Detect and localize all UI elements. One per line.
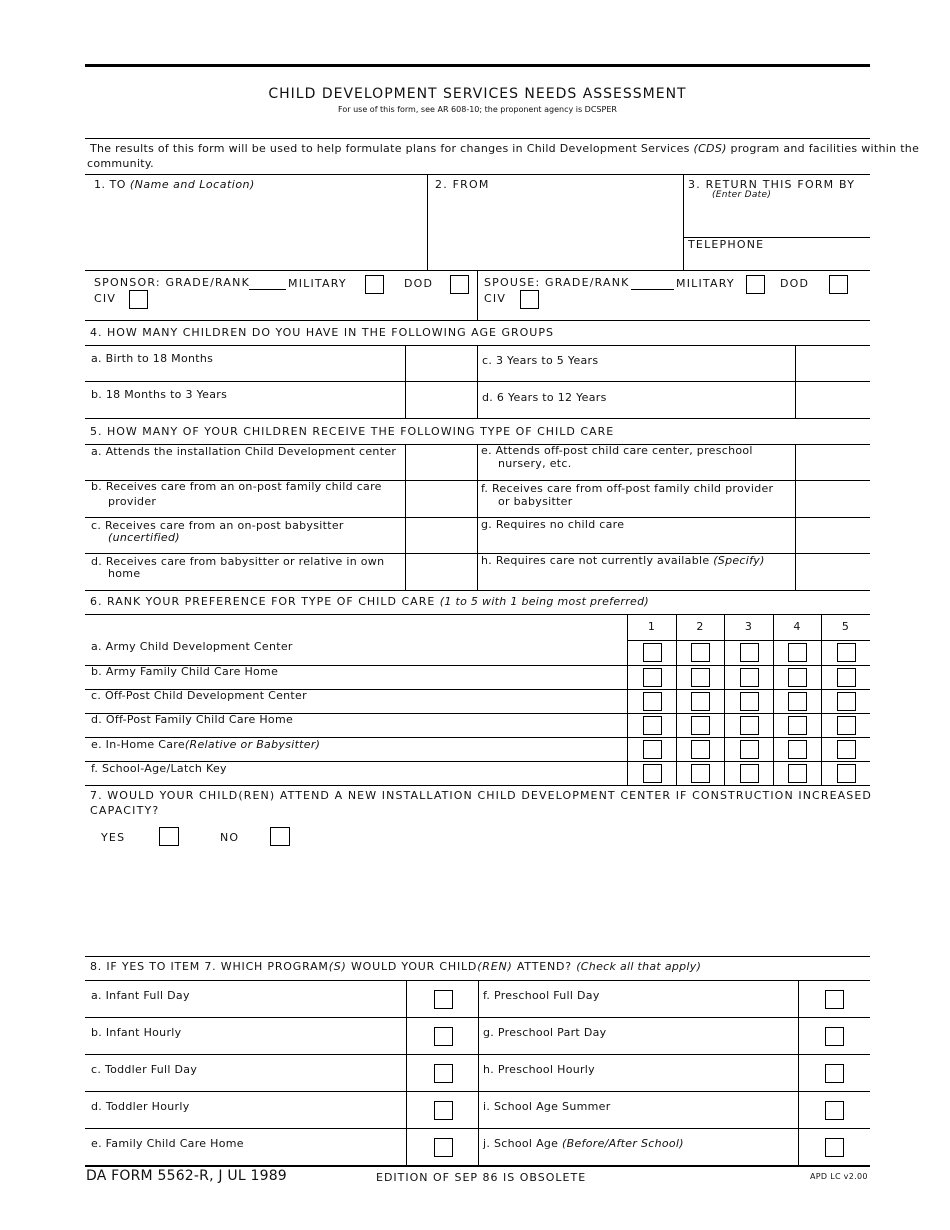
q5-f-label-cont: or babysitter [498,495,573,508]
q6-e-rank-1[interactable] [643,740,662,759]
q7-no-checkbox[interactable] [270,827,290,846]
q6-d-rank-5[interactable] [837,716,856,735]
q4-d-input[interactable] [796,382,870,418]
q6-b-label: b. Army Family Child Care Home [91,665,279,678]
q5-f-input[interactable] [796,481,870,517]
q8-i-label: i. School Age Summer [483,1100,611,1113]
version-label: APD LC v2.00 [810,1172,868,1181]
q5-c-label: c. Receives care from an on-post babysitter [91,519,344,532]
divider [724,614,725,785]
form-number: DA FORM 5562-R, J UL 1989 [86,1168,287,1184]
q6-f-rank-1[interactable] [643,764,662,783]
divider [798,980,799,1165]
q8-heading: 8. IF YES TO ITEM 7. WHICH PROGRAM(S) WOULD YOUR CHILD(REN) ATTEND? (Check all that apply) [90,960,702,973]
q6-f-rank-3[interactable] [740,764,759,783]
q8-h-label: h. Preschool Hourly [483,1063,595,1076]
q5-a-input[interactable] [406,445,477,480]
divider [477,444,478,590]
q6-d-rank-3[interactable] [740,716,759,735]
rule [85,614,870,615]
q8-a-checkbox[interactable] [434,990,453,1009]
spouse-dod-label: DOD [780,277,810,290]
q6-f-label: f. School-Age/Latch Key [91,762,227,775]
divider [773,614,774,785]
q5-e-label: e. Attends off-post child care center, preschool [481,444,753,457]
q5-h-label: h. Requires care not currently available (Specify) [481,554,765,567]
q6-a-rank-4[interactable] [788,643,807,662]
q6-a-rank-3[interactable] [740,643,759,662]
q7-yes-label: YES [101,831,126,844]
divider [478,980,479,1165]
q6-c-label: c. Off-Post Child Development Center [91,689,307,702]
sponsor-grade-label: SPONSOR: GRADE/RANK [94,276,250,289]
q6-e-rank-2[interactable] [691,740,710,759]
q8-a-label: a. Infant Full Day [91,989,190,1002]
q4-a-input[interactable] [406,346,477,381]
q5-d-label-cont: home [108,567,141,580]
q6-c-rank-4[interactable] [788,692,807,711]
intro-text-cont: community. [87,157,154,170]
q8-c-checkbox[interactable] [434,1064,453,1083]
q7-no-label: NO [220,831,240,844]
rule [85,320,870,321]
form-subtitle: For use of this form, see AR 608-10; the proponent agency is DCSPER [338,105,617,114]
q8-j-label: j. School Age (Before/After School) [483,1137,684,1150]
spouse-civ-checkbox[interactable] [520,290,539,309]
q4-a-label: a. Birth to 18 Months [91,352,214,365]
rule [85,590,870,591]
spouse-grade-label: SPOUSE: GRADE/RANK [484,276,630,289]
q5-f-label: f. Receives care from off-post family child provider [481,482,774,495]
q6-b-rank-5[interactable] [837,668,856,687]
rule [85,956,870,957]
divider [477,345,478,418]
q5-b-input[interactable] [406,481,477,517]
q8-d-checkbox[interactable] [434,1101,453,1120]
q6-a-label: a. Army Child Development Center [91,640,293,653]
q5-d-input[interactable] [406,554,477,590]
q8-b-checkbox[interactable] [434,1027,453,1046]
to-label: 1. TO (Name and Location) [94,178,255,191]
q7-question-cont: CAPACITY? [90,804,160,817]
q8-g-label: g. Preschool Part Day [483,1026,607,1039]
q6-c-rank-2[interactable] [691,692,710,711]
divider [477,270,478,320]
q6-col-2: 2 [696,620,704,633]
divider [406,980,407,1165]
q5-g-input[interactable] [796,518,870,553]
q6-f-rank-2[interactable] [691,764,710,783]
q6-b-rank-1[interactable] [643,668,662,687]
q6-col-1: 1 [647,620,656,633]
q8-f-label: f. Preschool Full Day [483,989,600,1002]
q5-a-label: a. Attends the installation Child Development center [91,445,397,458]
telephone-label: TELEPHONE [688,238,765,251]
q5-b-label-cont: provider [108,495,157,508]
sponsor-dod-label: DOD [404,277,434,290]
q6-d-rank-4[interactable] [788,716,807,735]
rule [85,174,870,175]
q5-b-label: b. Receives care from an on-post family child care [91,480,382,493]
sponsor-military-label: MILITARY [288,277,347,290]
q6-d-rank-1[interactable] [643,716,662,735]
divider [676,614,677,785]
q5-e-input[interactable] [796,445,870,480]
q6-e-rank-3[interactable] [740,740,759,759]
q6-d-rank-2[interactable] [691,716,710,735]
spouse-civ-label: CIV [484,292,507,305]
return-by-label: 3. RETURN THIS FORM BY [688,178,856,191]
q4-c-label: c. 3 Years to 5 Years [482,354,599,367]
q5-c-input[interactable] [406,518,477,553]
q6-col-3: 3 [744,620,753,633]
q6-col-5: 5 [841,620,850,633]
spouse-military-checkbox[interactable] [746,275,765,294]
q6-heading: 6. RANK YOUR PREFERENCE FOR TYPE OF CHILD CARE (1 to 5 with 1 being most preferred) [90,595,649,608]
divider [683,174,684,270]
q6-a-rank-5[interactable] [837,643,856,662]
q6-d-label: d. Off-Post Family Child Care Home [91,713,294,726]
q6-c-rank-5[interactable] [837,692,856,711]
q8-f-checkbox[interactable] [825,990,844,1009]
rule [85,785,870,786]
q6-e-rank-4[interactable] [788,740,807,759]
q7-yes-checkbox[interactable] [159,827,179,846]
form-title: CHILD DEVELOPMENT SERVICES NEEDS ASSESSMENT [268,86,687,102]
spouse-grade-line[interactable] [631,289,674,290]
sponsor-grade-line[interactable] [249,289,286,290]
spouse-dod-checkbox[interactable] [829,275,848,294]
q6-a-rank-1[interactable] [643,643,662,662]
q5-g-label: g. Requires no child care [481,518,625,531]
q8-d-label: d. Toddler Hourly [91,1100,190,1113]
top-rule [85,64,870,67]
q8-h-checkbox[interactable] [825,1064,844,1083]
sponsor-civ-checkbox[interactable] [129,290,148,309]
sponsor-military-checkbox[interactable] [365,275,384,294]
from-label: 2. FROM [435,178,490,191]
q6-b-rank-2[interactable] [691,668,710,687]
edition-note: EDITION OF SEP 86 IS OBSOLETE [376,1171,587,1184]
intro-text: The results of this form will be used to help formulate plans for changes in Child Development Services (CDS) program and facilities within the [90,142,920,155]
q6-b-rank-4[interactable] [788,668,807,687]
q5-heading: 5. HOW MANY OF YOUR CHILDREN RECEIVE THE FOLLOWING TYPE OF CHILD CARE [90,425,615,438]
q6-f-rank-4[interactable] [788,764,807,783]
q6-b-rank-3[interactable] [740,668,759,687]
divider [821,614,822,785]
q4-heading: 4. HOW MANY CHILDREN DO YOU HAVE IN THE FOLLOWING AGE GROUPS [90,326,554,339]
q4-c-input[interactable] [796,346,870,381]
q6-c-rank-1[interactable] [643,692,662,711]
rule [85,138,870,139]
q4-b-label: b. 18 Months to 3 Years [91,388,228,401]
rule [85,1165,870,1167]
q6-e-rank-5[interactable] [837,740,856,759]
q6-col-4: 4 [793,620,801,633]
q8-b-label: b. Infant Hourly [91,1026,182,1039]
rule [85,418,870,419]
divider [627,614,628,785]
q5-h-input[interactable] [796,554,870,590]
q5-d-label: d. Receives care from babysitter or relative in own [91,555,385,568]
sponsor-dod-checkbox[interactable] [450,275,469,294]
q6-c-rank-3[interactable] [740,692,759,711]
q8-e-label: e. Family Child Care Home [91,1137,244,1150]
q4-d-label: d. 6 Years to 12 Years [482,391,607,404]
q6-e-label: e. In-Home Care(Relative or Babysitter) [91,738,321,751]
q8-j-checkbox[interactable] [825,1138,844,1157]
q8-g-checkbox[interactable] [825,1027,844,1046]
spouse-military-label: MILITARY [676,277,735,290]
q8-c-label: c. Toddler Full Day [91,1063,198,1076]
q5-e-label-cont: nursery, etc. [498,457,572,470]
q4-b-input[interactable] [406,382,477,418]
divider [427,174,428,270]
return-by-note: (Enter Date) [712,190,772,200]
q6-f-rank-5[interactable] [837,764,856,783]
q7-question: 7. WOULD YOUR CHILD(REN) ATTEND A NEW INSTALLATION CHILD DEVELOPMENT CENTER IF CONSTRUCTION INCREASED [90,789,872,802]
q5-c-label-cont: (uncertified) [108,531,180,544]
sponsor-civ-label: CIV [94,292,117,305]
q8-i-checkbox[interactable] [825,1101,844,1120]
q8-e-checkbox[interactable] [434,1138,453,1157]
rule [627,640,870,641]
q6-a-rank-2[interactable] [691,643,710,662]
